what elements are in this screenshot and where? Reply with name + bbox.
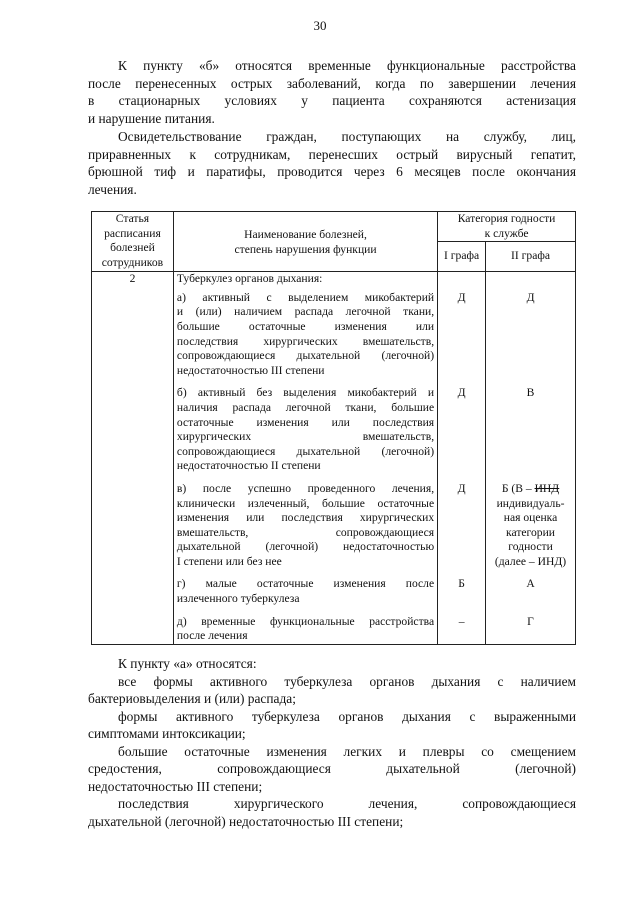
header-category: Категория годности к службе: [438, 212, 576, 242]
text-line: недостаточностью III степени;: [88, 778, 263, 794]
value-column-1: Д: [438, 386, 486, 482]
struck-text: ИНД: [534, 481, 560, 495]
table-row: [92, 615, 576, 645]
text-line: средостения, сопровождающиеся дыхательной (легочной): [88, 761, 576, 776]
intro-paragraph-1: [88, 57, 576, 127]
value-column-2: Г: [486, 615, 576, 645]
text-line: К пункту «б» относятся временные функциональные расстройства: [118, 58, 576, 73]
row-description: б) активный без выделения микобактерий и наличия распада легочной ткани, большие остаточные изменения или последствия хирургических вмешательств, сопровождающиеся дыхательной (легочной) недостаточностью II степени: [173, 386, 437, 482]
text-line: большие остаточные изменения легких и плевры со смещением: [118, 743, 576, 759]
text-line: лечения.: [88, 181, 137, 197]
value-column-2: Б (В – ИНД индивидуаль- ная оценка категории годности (далее – ИНД): [486, 482, 576, 578]
text-line: приравненных к сотрудникам, перенесших острый вирусный гепатит,: [88, 146, 576, 162]
table-row: [92, 386, 576, 482]
text-line: бактериовыделения и (или) распада;: [88, 691, 296, 706]
table-section-title: Туберкулез органов дыхания:: [173, 272, 437, 291]
after-table-text: [88, 655, 576, 830]
table-row: [92, 272, 576, 291]
row-description: г) малые остаточные изменения после излеченного туберкулеза: [173, 577, 437, 614]
header-article: Статья расписания болезней сотрудников: [92, 212, 174, 272]
text-line: дыхательной (легочной) недостаточностью III степени;: [88, 813, 404, 829]
value-column-2: А: [486, 577, 576, 614]
fitness-category-table: [91, 211, 576, 645]
text-line: и нарушение питания.: [88, 110, 215, 126]
value-column-1: Д: [438, 291, 486, 387]
text-line: брюшной тиф и паратифы, проводится через 6 месяцев после окончания: [88, 164, 576, 179]
table-header-row: [92, 212, 576, 242]
text-line: в стационарных условиях у пациента сохраняются астенизация: [88, 93, 576, 108]
header-column-2: II графа: [486, 242, 576, 272]
page-number: 30: [313, 18, 327, 33]
intro-paragraph-2: [88, 128, 576, 198]
section-lead: К пункту «а» относятся:: [118, 656, 257, 671]
text-line: формы активного туберкулеза органов дыхания с выраженными: [118, 708, 576, 724]
value-column-1: Б: [438, 577, 486, 614]
text-line: симптомами интоксикации;: [88, 726, 246, 741]
text-line: после перенесенных острых заболеваний, когда по завершении лечения: [88, 75, 576, 91]
table-row: [92, 482, 576, 578]
row-description: д) временные функциональные расстройства после лечения: [173, 615, 437, 645]
header-disease: Наименование болезней, степень нарушения функции: [173, 212, 437, 272]
text-line: Освидетельствование граждан, поступающих на службу, лиц,: [118, 129, 576, 144]
value-column-1: –: [438, 615, 486, 645]
text-line: последствия хирургического лечения, сопровождающиеся: [118, 796, 576, 811]
header-column-1: I графа: [438, 242, 486, 272]
article-number: 2: [92, 272, 174, 291]
row-description: в) после успешно проведенного лечения, клинически излеченный, большие остаточные изменения или последствия хирургических вмешательств, сопровождающиеся дыхательной (легочной) недостаточностью I степени или без нее: [173, 482, 437, 578]
value-column-2: Д: [486, 291, 576, 387]
value-column-2: В: [486, 386, 576, 482]
text-line: все формы активного туберкулеза органов дыхания с наличием: [118, 673, 576, 689]
value-column-1: Д: [438, 482, 486, 578]
row-description: а) активный с выделением микобактерий и (или) наличием распада легочной ткани, большие остаточные изменения или последствия хирургических вмешательств, сопровождающиеся дыхательной (легочной) недостаточностью III степени: [173, 291, 437, 387]
table-row: [92, 577, 576, 614]
table-row: [92, 291, 576, 387]
